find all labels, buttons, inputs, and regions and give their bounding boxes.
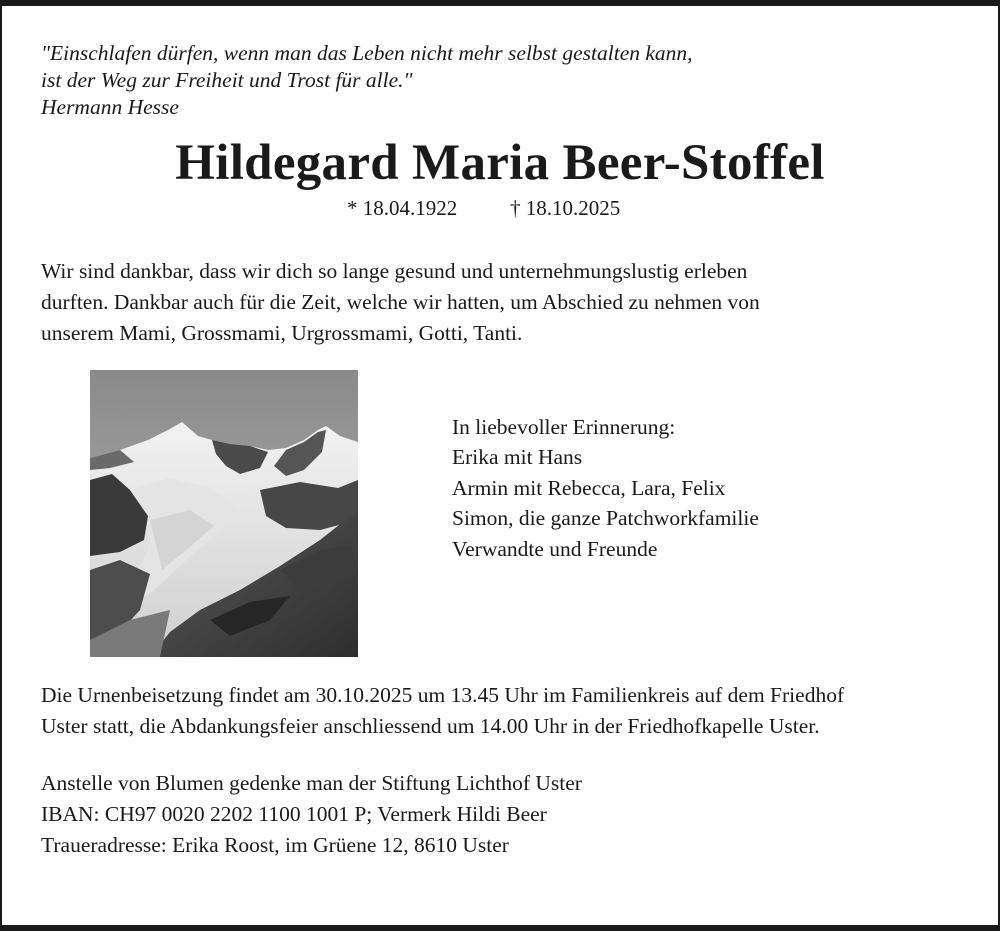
quote-line-2: ist der Weg zur Freiheit und Trost für alle." xyxy=(41,68,413,92)
family-member: Erika mit Hans xyxy=(452,445,583,470)
death-date: † 18.10.2025 xyxy=(510,196,621,220)
deceased-name: Hildegard Maria Beer-Stoffel xyxy=(175,135,825,191)
family-heading: In liebevoller Erinnerung: xyxy=(452,415,676,439)
epigraph-quote xyxy=(41,40,693,121)
family-member: Simon, die ganze Patchworkfamilie xyxy=(452,506,759,531)
iban-line: IBAN: CH97 0020 2202 1100 1001 P; Vermerk Hildi Beer xyxy=(41,802,547,826)
gratitude-paragraph xyxy=(41,256,760,349)
donation-line: Anstelle von Blumen gedenke man der Stiftung Lichthof Uster xyxy=(41,771,582,795)
family-member: Armin mit Rebecca, Lara, Felix xyxy=(452,475,726,500)
mountain-photo xyxy=(90,370,358,657)
family-list xyxy=(452,412,759,564)
quote-author: Hermann Hesse xyxy=(41,95,179,119)
mourning-address: Traueradresse: Erika Roost, im Grüene 12, 8610 Uster xyxy=(41,833,509,857)
quote-line-1: "Einschlafen dürfen, wenn man das Leben nicht mehr selbst gestalten kann, xyxy=(41,41,693,65)
ceremony-paragraph xyxy=(41,680,844,742)
birth-date: * 18.04.1922 xyxy=(347,196,458,220)
family-member: Verwandte und Freunde xyxy=(452,536,658,561)
gratitude-line: durften. Dankbar auch für die Zeit, welche wir hatten, um Abschied zu nehmen von xyxy=(41,290,760,314)
ceremony-line: Uster statt, die Abdankungsfeier anschliessend um 14.00 Uhr in der Friedhofkapelle Uster. xyxy=(41,714,820,738)
gratitude-line: unserem Mami, Grossmami, Urgrossmami, Gotti, Tanti. xyxy=(41,321,523,345)
gratitude-line: Wir sind dankbar, dass wir dich so lange gesund und unternehmungslustig erleben xyxy=(41,259,748,283)
donation-paragraph xyxy=(41,768,582,861)
ceremony-line: Die Urnenbeisetzung findet am 30.10.2025 um 13.45 Uhr im Familienkreis auf dem Friedhof xyxy=(41,683,845,707)
